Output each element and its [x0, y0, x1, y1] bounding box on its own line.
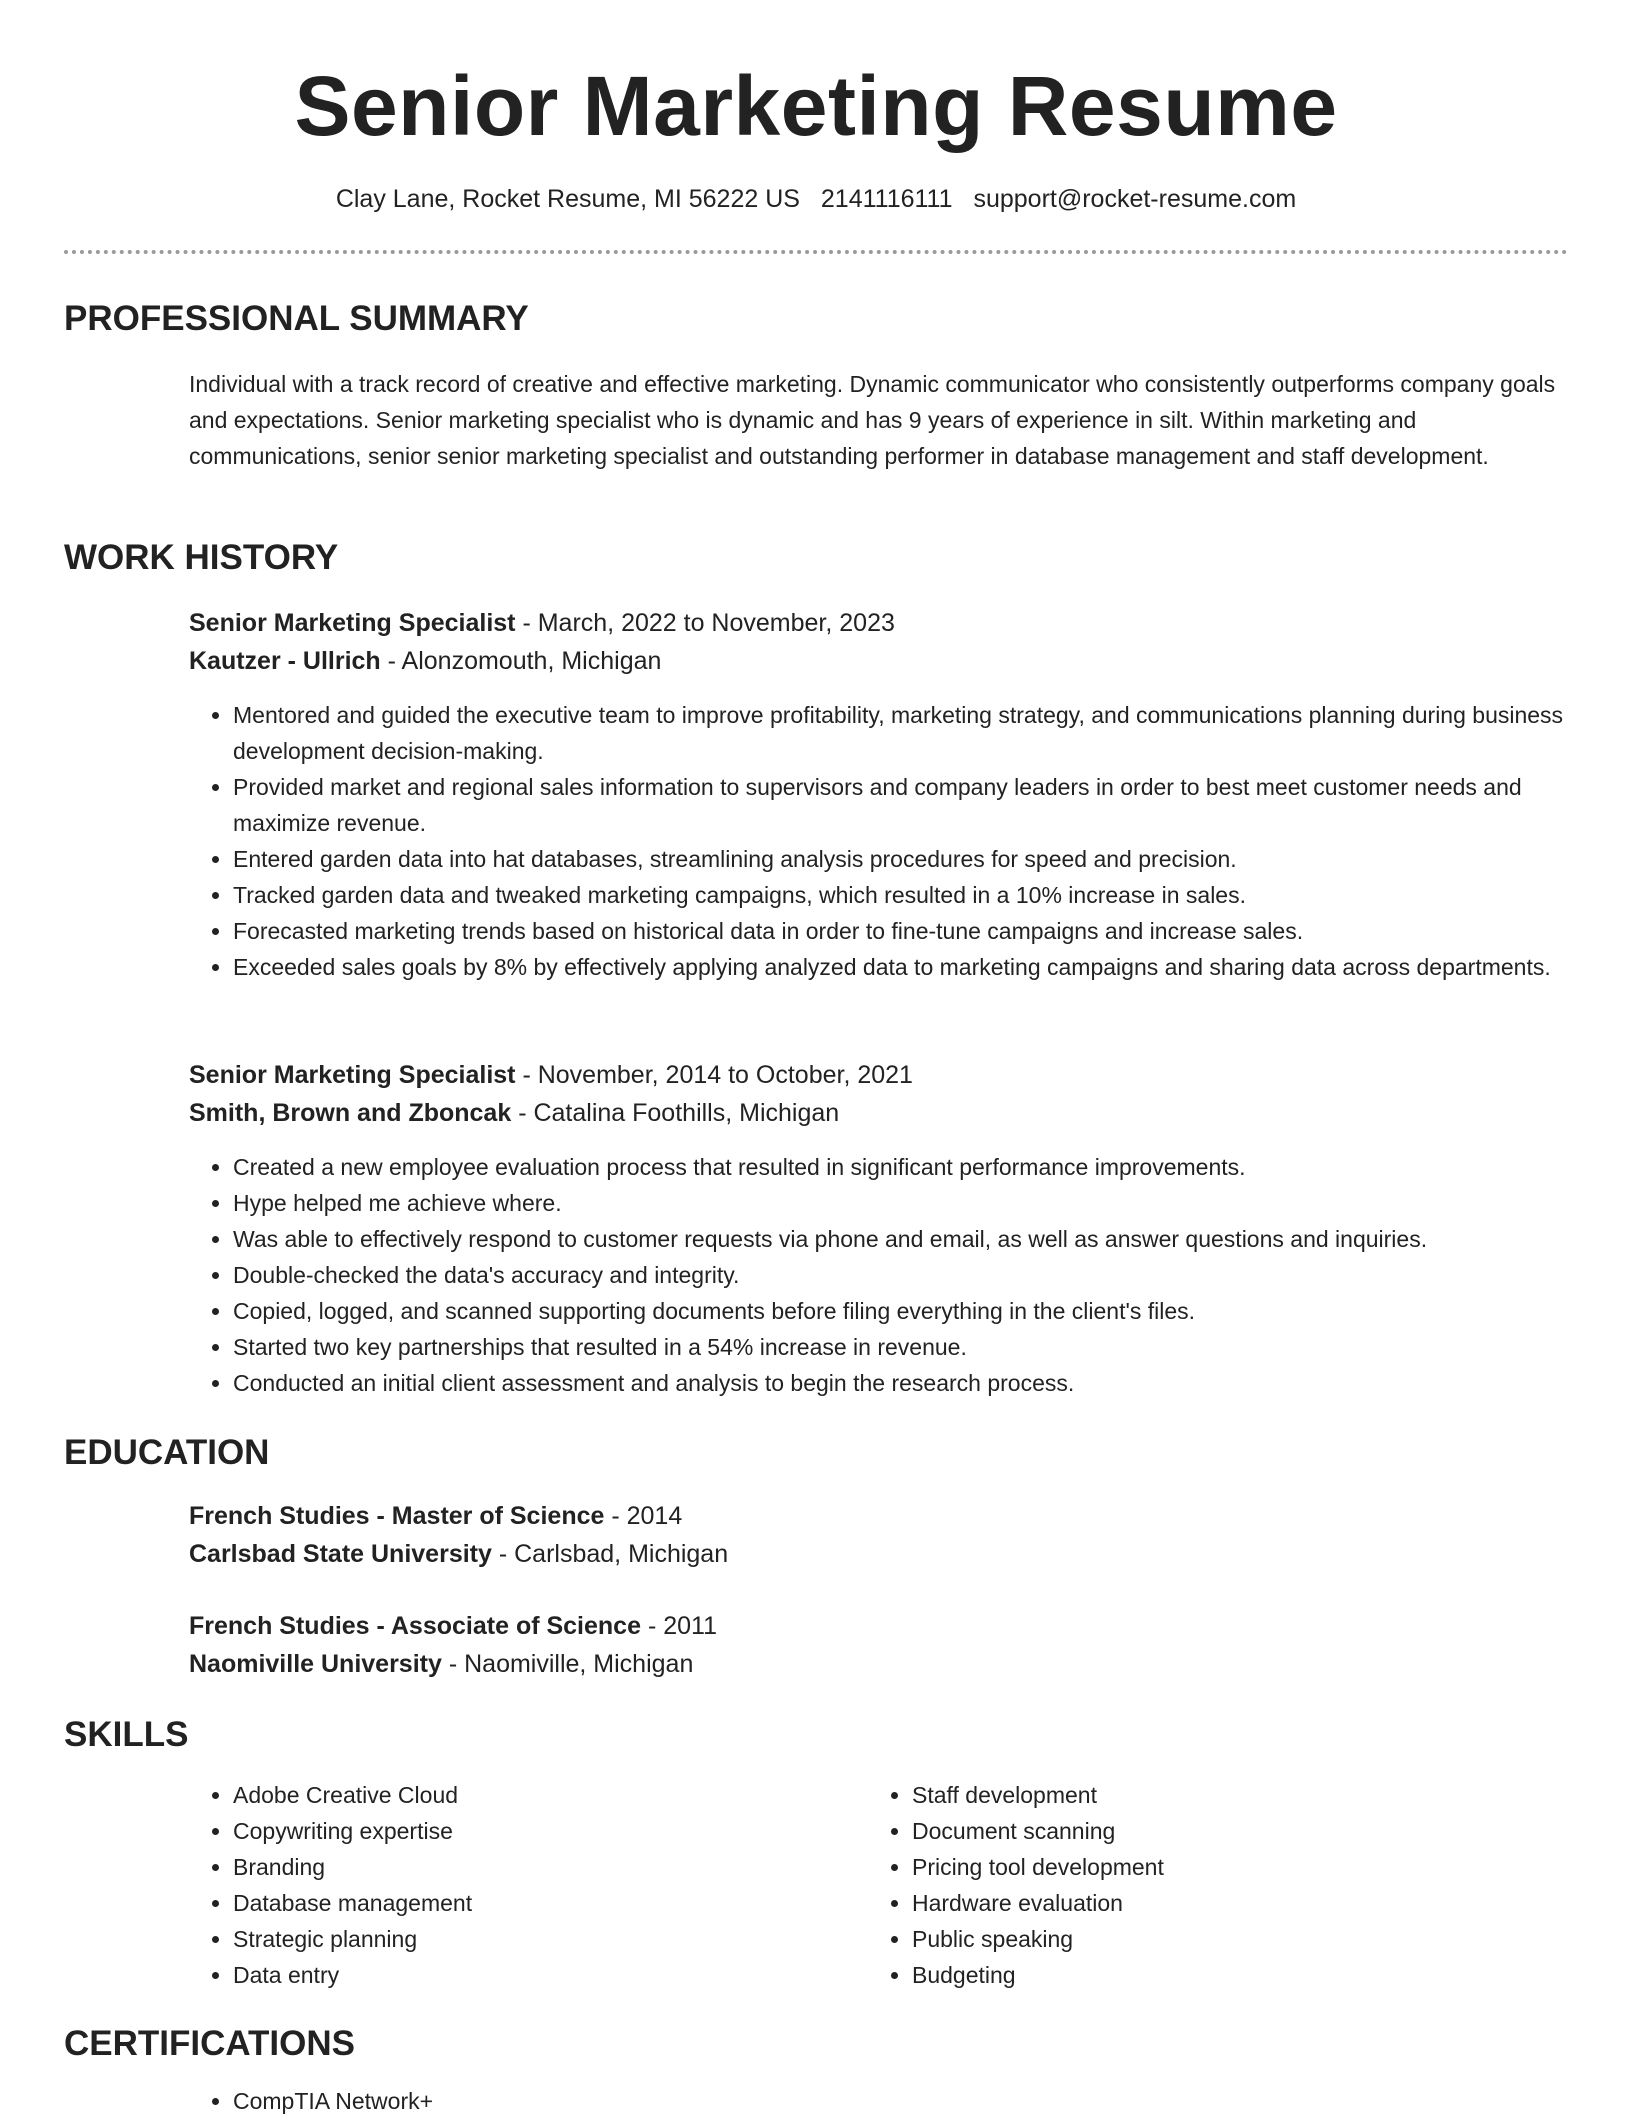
skill-item: • Hardware evaluation — [912, 1885, 1164, 1921]
education-2-degree: French Studies - Associate of Science — [189, 1612, 641, 1640]
contact-email: support@rocket-resume.com — [973, 185, 1297, 213]
skill-item: • Document scanning — [912, 1813, 1164, 1849]
job-2-bullet: • Created a new employee evaluation process that resulted in significant performance improvements. — [233, 1149, 1569, 1185]
job-2-bullet: • Double-checked the data's accuracy and integrity. — [233, 1257, 1569, 1293]
skills-list-left — [189, 1777, 472, 1993]
job-2-role: Senior Marketing Specialist — [189, 1061, 516, 1089]
summary-text: Individual with a track record of creative and effective marketing. Dynamic communicator who consistently outperforms company goals and expectations. Senior marketing specialist who is dynamic and has 9 years of experience in silt. Within marketing and communications, senior senior marketing specialist and outstanding performer in database management and staff development. — [189, 371, 1556, 469]
job-2-bullet: • Was able to effectively respond to customer requests via phone and email, as well as answer questions and inquiries. — [233, 1221, 1569, 1257]
job-2-role-line — [189, 1056, 1569, 1094]
skill-item: • Copywriting expertise — [233, 1813, 472, 1849]
job-2-bullet: • Started two key partnerships that resulted in a 54% increase in revenue. — [233, 1329, 1569, 1365]
job-1-bullet: • Forecasted marketing trends based on historical data in order to fine-tune campaigns and increase sales. — [233, 913, 1569, 949]
skills-title: SKILLS — [64, 1715, 189, 1754]
certification-item: • CompTIA Network+ — [233, 2083, 433, 2119]
education-2-school: Naomiville University — [189, 1650, 442, 1678]
skill-item: • Adobe Creative Cloud — [233, 1777, 472, 1813]
job-2-location: - Catalina Foothills, Michigan — [511, 1099, 840, 1127]
job-1-location: - Alonzomouth, Michigan — [380, 647, 662, 675]
job-1-role: Senior Marketing Specialist — [189, 609, 516, 637]
work-history-title: WORK HISTORY — [64, 538, 339, 577]
education-2-location: - Naomiville, Michigan — [441, 1650, 694, 1678]
job-1-bullet: • Entered garden data into hat databases, streamlining analysis procedures for speed and precision. — [233, 841, 1569, 877]
contact-phone: 2141116111 — [820, 185, 953, 213]
education-1-school: Carlsbad State University — [189, 1540, 492, 1568]
job-1-bullet: • Mentored and guided the executive team to improve profitability, marketing strategy, and communications planning during business development decision-making. — [233, 697, 1569, 769]
education-1-year: - 2014 — [604, 1502, 683, 1530]
job-1-bullet: • Exceeded sales goals by 8% by effectively applying analyzed data to marketing campaigns and sharing data across departments. — [233, 949, 1569, 985]
education-1-degree-line — [189, 1497, 682, 1535]
education-1-degree: French Studies - Master of Science — [189, 1502, 605, 1530]
job-2-company: Smith, Brown and Zboncak — [189, 1099, 512, 1127]
job-2-bullets — [189, 1149, 1569, 1401]
education-title: EDUCATION — [64, 1433, 270, 1472]
job-1-company-line — [189, 642, 1569, 680]
header-divider — [64, 250, 1568, 254]
skill-item: • Public speaking — [912, 1921, 1164, 1957]
job-2-bullet: • Copied, logged, and scanned supporting documents before filing everything in the client's files. — [233, 1293, 1569, 1329]
job-2-dates: - November, 2014 to October, 2021 — [515, 1061, 913, 1089]
skill-item: • Strategic planning — [233, 1921, 472, 1957]
job-1-company: Kautzer - Ullrich — [189, 647, 381, 675]
education-2-year: - 2011 — [641, 1612, 717, 1640]
job-1-dates: - March, 2022 to November, 2023 — [515, 609, 895, 637]
job-1-bullet: • Provided market and regional sales information to supervisors and company leaders in order to best meet customer needs and maximize revenue. — [233, 769, 1569, 841]
skill-item: • Database management — [233, 1885, 472, 1921]
job-1-bullet: • Tracked garden data and tweaked marketing campaigns, which resulted in a 10% increase in sales. — [233, 877, 1569, 913]
job-1-bullets — [189, 697, 1569, 985]
resume-name: Senior Marketing Resume — [294, 59, 1338, 153]
summary-title: PROFESSIONAL SUMMARY — [64, 299, 529, 338]
education-1-school-line — [189, 1535, 728, 1573]
contact-address: Clay Lane, Rocket Resume, MI 56222 US — [335, 185, 800, 213]
skill-item: • Branding — [233, 1849, 472, 1885]
skill-item: • Budgeting — [912, 1957, 1164, 1993]
skill-item: • Pricing tool development — [912, 1849, 1164, 1885]
certifications-title: CERTIFICATIONS — [64, 2024, 356, 2063]
certifications-list — [189, 2083, 433, 2119]
job-2-bullet: • Hype helped me achieve where. — [233, 1185, 1569, 1221]
job-1-role-line — [189, 604, 1569, 642]
job-2-company-line — [189, 1094, 1569, 1132]
education-1-location: - Carlsbad, Michigan — [491, 1540, 729, 1568]
skills-list-right — [868, 1777, 1164, 1993]
education-2-degree-line — [189, 1607, 717, 1645]
education-2-school-line — [189, 1645, 693, 1683]
skill-item: • Staff development — [912, 1777, 1164, 1813]
contact-line — [0, 182, 1632, 216]
skill-item: • Data entry — [233, 1957, 472, 1993]
job-2-bullet: • Conducted an initial client assessment and analysis to begin the research process. — [233, 1365, 1569, 1401]
